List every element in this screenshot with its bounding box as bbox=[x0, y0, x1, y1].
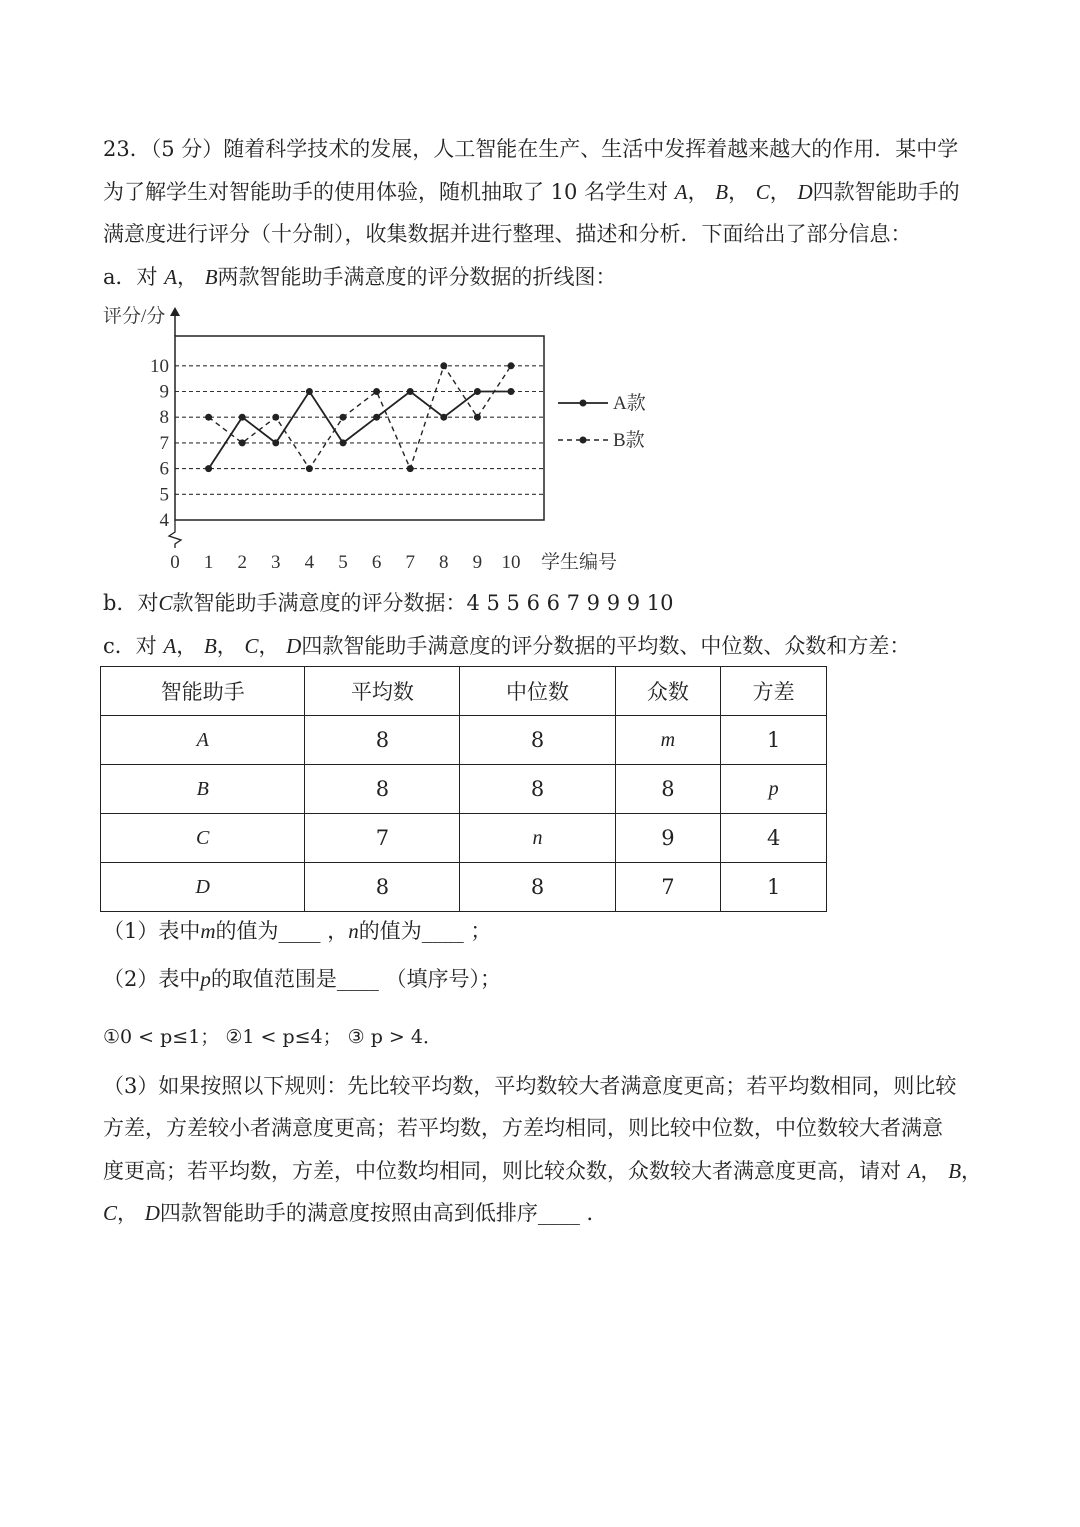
table-cell: 1 bbox=[721, 716, 827, 765]
table-cell: C bbox=[101, 814, 305, 863]
data-point-a bbox=[340, 439, 347, 446]
table-header-row bbox=[101, 667, 827, 716]
legend-label-b: B款 bbox=[613, 430, 645, 451]
data-point-a bbox=[239, 414, 246, 421]
data-point-a bbox=[407, 388, 414, 395]
table-header: 智能助手 bbox=[101, 667, 305, 716]
table-cell: 8 bbox=[460, 765, 615, 814]
x-tick-label: 3 bbox=[271, 552, 281, 573]
x-tick-label: 6 bbox=[371, 552, 382, 573]
data-point-a bbox=[440, 414, 447, 421]
data-point-b bbox=[508, 362, 515, 369]
data-point-b bbox=[440, 362, 447, 369]
x-tick-label: 9 bbox=[472, 552, 483, 573]
sub-question-3-line-1: （3）如果按照以下规则：先比较平均数，平均数较大者满意度更高；若平均数相同，则比较 bbox=[103, 1074, 957, 1098]
data-point-b bbox=[239, 439, 246, 446]
arrow-head-icon bbox=[170, 307, 180, 316]
table-cell: 7 bbox=[305, 814, 460, 863]
x-tick-label: 0 bbox=[170, 552, 180, 573]
item-a: a．对 A， B两款智能助手满意度的评分数据的折线图： bbox=[103, 265, 617, 289]
item-b: b．对C款智能助手满意度的评分数据：4 5 5 6 6 7 9 9 9 10 bbox=[103, 591, 674, 615]
data-point-a bbox=[205, 465, 212, 472]
x-axis-label: 学生编号 bbox=[541, 552, 618, 573]
data-point-a bbox=[272, 439, 279, 446]
sub-question-1: （1）表中m的值为____ ，n的值为____ ； bbox=[103, 919, 492, 943]
table-row bbox=[101, 765, 827, 814]
chart-legend bbox=[558, 392, 646, 451]
sub-question-3-line-2: 方差，方差较小者满意度更高；若平均数，方差均相同，则比较中位数，中位数较大者满意 bbox=[103, 1116, 943, 1140]
x-tick-label: 5 bbox=[338, 552, 348, 573]
axis-break-icon bbox=[169, 520, 181, 548]
table-cell: 8 bbox=[305, 765, 460, 814]
table-header: 方差 bbox=[721, 667, 827, 716]
table-cell: D bbox=[101, 863, 305, 912]
table-row bbox=[101, 716, 827, 765]
series-line-a bbox=[209, 392, 511, 469]
x-tick-label: 7 bbox=[405, 552, 415, 573]
plot-frame bbox=[175, 336, 544, 520]
sub-question-3-line-4: C， D四款智能助手的满意度按照由高到低排序____ ． bbox=[103, 1201, 608, 1225]
table-row bbox=[101, 814, 827, 863]
data-point-b bbox=[474, 414, 481, 421]
table-cell: B bbox=[101, 765, 305, 814]
table-cell: 8 bbox=[305, 716, 460, 765]
legend-marker-a bbox=[580, 400, 587, 407]
table-cell: m bbox=[615, 716, 721, 765]
data-point-a bbox=[508, 388, 515, 395]
table-header: 众数 bbox=[615, 667, 721, 716]
item-c: c．对 A， B， C， D四款智能助手满意度的评分数据的平均数、中位数、众数和方差： bbox=[103, 634, 911, 658]
y-tick-label: 6 bbox=[159, 458, 169, 480]
data-point-b bbox=[306, 465, 313, 472]
table-header: 中位数 bbox=[460, 667, 615, 716]
y-tick-label: 8 bbox=[159, 407, 169, 429]
table-cell: 4 bbox=[721, 814, 827, 863]
table-cell: 8 bbox=[615, 765, 721, 814]
table-cell: 1 bbox=[721, 863, 827, 912]
legend-label-a: A款 bbox=[613, 393, 646, 414]
data-point-b bbox=[407, 465, 414, 472]
c-score-data: 4 5 5 6 6 7 9 9 9 10 bbox=[466, 591, 674, 615]
legend-marker-b bbox=[580, 437, 587, 444]
question-line-2: 为了解学生对智能助手的使用体验，随机抽取了 10 名学生对 A， B， C， D四款智能助手的 bbox=[103, 180, 960, 204]
table-cell: 8 bbox=[305, 863, 460, 912]
data-point-a bbox=[306, 388, 313, 395]
data-point-b bbox=[340, 414, 347, 421]
table-cell: A bbox=[101, 716, 305, 765]
y-axis-label: 评分/分 bbox=[103, 306, 166, 327]
x-tick-label: 4 bbox=[304, 552, 315, 573]
table-cell: 8 bbox=[460, 716, 615, 765]
y-tick-label: 4 bbox=[159, 510, 169, 531]
data-point-b bbox=[205, 414, 212, 421]
table-cell: n bbox=[460, 814, 615, 863]
line-chart bbox=[95, 300, 675, 585]
data-point-a bbox=[373, 414, 380, 421]
x-tick-label: 2 bbox=[237, 552, 247, 573]
chart-grid bbox=[175, 366, 544, 520]
x-tick-label: 10 bbox=[501, 552, 521, 573]
table-header: 平均数 bbox=[305, 667, 460, 716]
table-row bbox=[101, 863, 827, 912]
y-tick-label: 7 bbox=[159, 432, 169, 454]
sub-question-3-line-3: 度更高；若平均数，方差，中位数均相同，则比较众数，众数较大者满意度更高，请对 A， B， bbox=[103, 1159, 983, 1183]
table-cell: 9 bbox=[615, 814, 721, 863]
y-tick-label: 5 bbox=[159, 484, 169, 506]
range-options: ①0 < p≤1； ②1 < p≤4； ③ p > 4． bbox=[103, 1026, 442, 1048]
table-cell: 7 bbox=[615, 863, 721, 912]
y-tick-label: 9 bbox=[159, 381, 169, 403]
question-line-3: 满意度进行评分（十分制），收集数据并进行整理、描述和分析．下面给出了部分信息： bbox=[103, 222, 912, 246]
sub-question-2: （2）表中p的取值范围是____ （填序号）； bbox=[103, 967, 502, 991]
x-tick-label: 8 bbox=[439, 552, 449, 573]
y-tick-label: 10 bbox=[150, 355, 169, 377]
statistics-table bbox=[100, 666, 827, 912]
table-cell: p bbox=[721, 765, 827, 814]
data-point-b bbox=[272, 414, 279, 421]
data-point-a bbox=[474, 388, 481, 395]
data-point-b bbox=[373, 388, 380, 395]
table-cell: 8 bbox=[460, 863, 615, 912]
x-tick-label: 1 bbox=[203, 552, 214, 573]
question-line-1: 23．（5 分）随着科学技术的发展，人工智能在生产、生活中发挥着越来越大的作用．某中学 bbox=[103, 137, 959, 161]
